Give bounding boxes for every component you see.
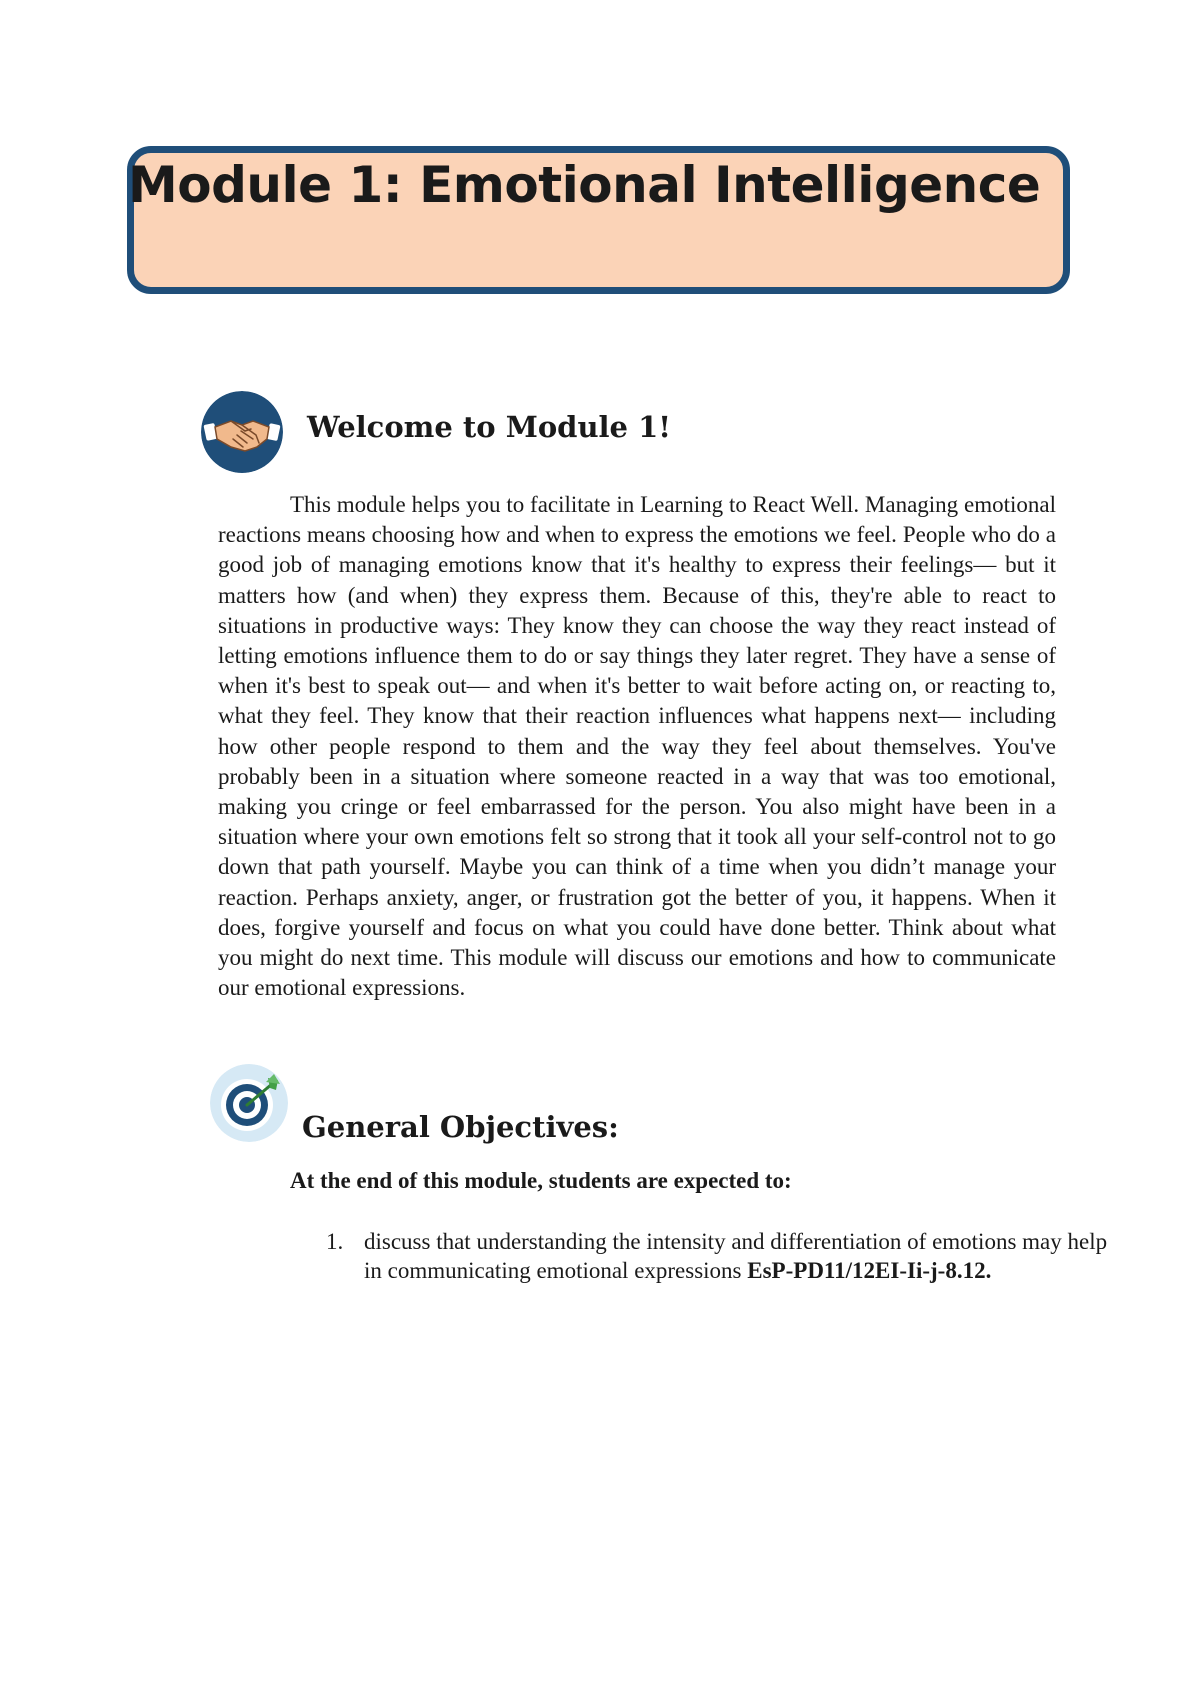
handshake-icon: [201, 391, 283, 473]
objectives-heading: General Objectives:: [302, 1110, 619, 1144]
competency-code: EsP-PD11/12EI-Ii-j-8.12.: [747, 1257, 992, 1283]
list-item: [326, 1228, 1116, 1285]
welcome-heading: Welcome to Module 1!: [307, 410, 672, 444]
objectives-list: [326, 1228, 1116, 1285]
objectives-lead: At the end of this module, students are expected to:: [290, 1168, 792, 1193]
module-title: Module 1: Emotional Intelligence: [128, 156, 1041, 214]
objective-text: discuss that understanding the intensity and differentiation of emotions may help in communicating emotional expressions: [364, 1229, 1108, 1283]
target-icon: [210, 1064, 288, 1142]
intro-paragraph: This module helps you to facilitate in Learning to React Well. Managing emotional reactions means choosing how and when to express the emotions we feel. People who do a good job of managing emotions know that it's healthy to express their feelings— but it matters how (and when) they express them. Because of this, they're able to react to situations in productive ways: They know they can choose the way they react instead of letting emotions influence them to do or say things they later regret. They have a sense of when it's best to speak out— and when it's better to wait before acting on, or reacting to, what they feel. They know that their reaction influences what happens next— including how other people respond to them and the way they feel about themselves. You've probably been in a situation where someone reacted in a way that was too emotional, making you cringe or feel embarrassed for the person. You also might have been in a situation where your own emotions felt so strong that it took all your self-control not to go down that path yourself. Maybe you can think of a time when you didn’t manage your reaction. Perhaps anxiety, anger, or frustration got the better of you, it happens. When it does, forgive yourself and focus on what you could have done better. Think about what you might do next time. This module will discuss our emotions and how to communicate our emotional expressions.: [218, 492, 1056, 1001]
list-item-number: 1.: [326, 1229, 344, 1254]
